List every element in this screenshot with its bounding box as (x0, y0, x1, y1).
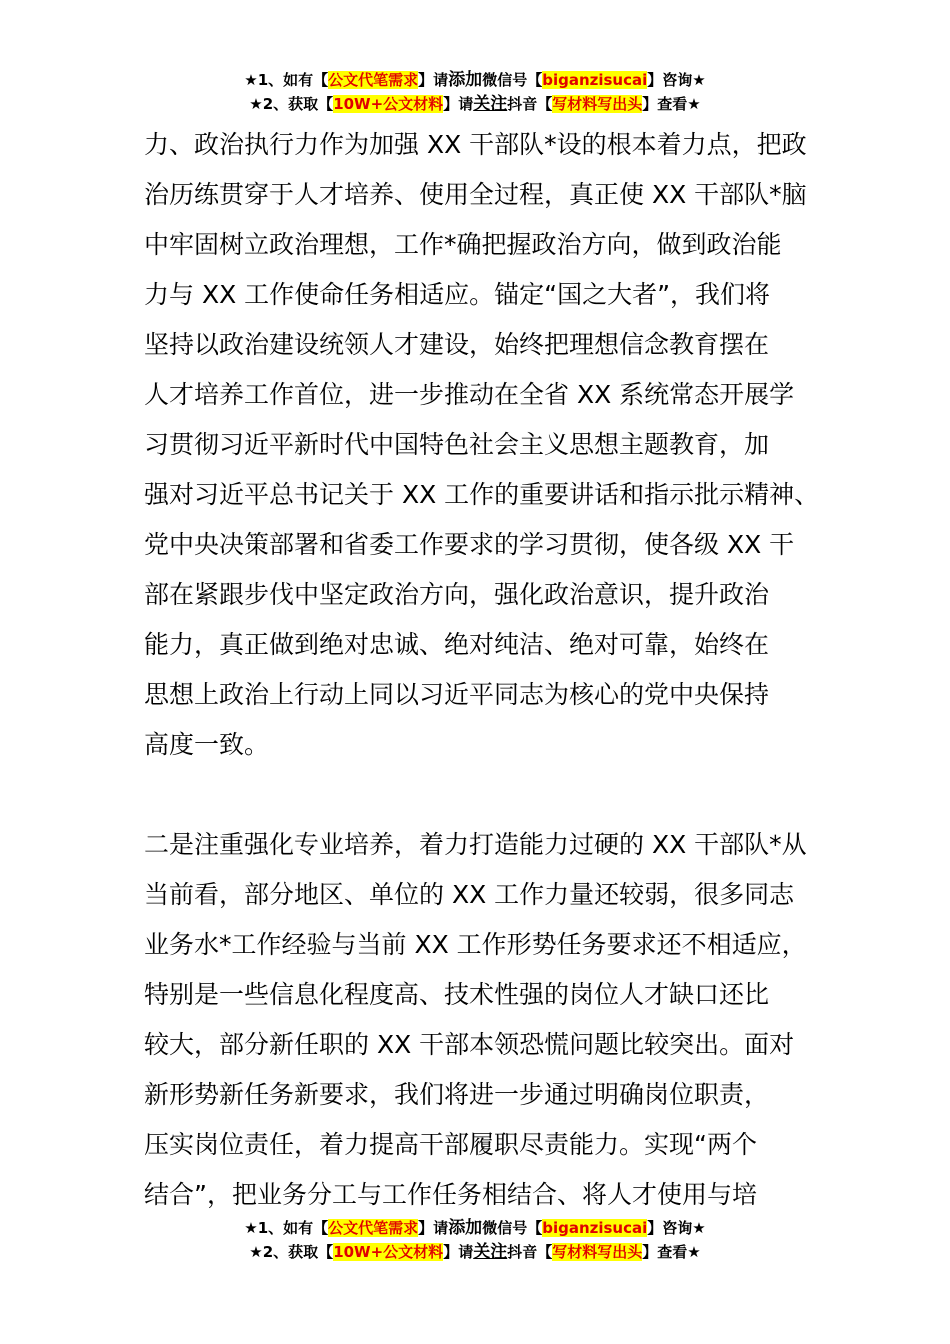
promo-text: 关注 (473, 94, 508, 114)
text-line: 特别是一些信息化程度高、技术性强的岗位人才缺口还比 (144, 980, 770, 1009)
promo-text: ★2、获取【 (249, 1243, 334, 1261)
promo-text: 】请 (443, 1243, 474, 1261)
text-line: 党中央决策部署和省委工作要求的学习贯彻，使各级 XX 干 (144, 530, 795, 559)
promo-text: 抖音【 (507, 1243, 553, 1261)
text-line: 新形势新任务新要求，我们将进一步通过明确岗位职责， (144, 1080, 770, 1109)
promo-text: ★1、如有【 (244, 1219, 329, 1237)
text-line: 二是注重强化专业培养，着力打造能力过硬的 XX 干部队*从 (144, 830, 807, 859)
text-line: 坚持以政治建设统领人才建设，始终把理想信念教育摆在 (144, 330, 770, 359)
promo-line-2 (0, 92, 950, 116)
promo-text: 微信号【 (482, 71, 543, 89)
text-line: 力、政治执行力作为加强 XX 干部队*设的根本着力点，把政 (144, 130, 807, 159)
paragraph-2 (144, 820, 824, 1220)
text-line: 思想上政治上行动上同以习近平同志为核心的党中央保持 (144, 680, 770, 709)
promo-line-1 (0, 68, 950, 92)
text-line: 业务水*工作经验与当前 XX 工作形势任务要求还不相适应， (144, 930, 807, 959)
promo-text: ★1、如有【 (244, 71, 329, 89)
paragraph-1 (144, 120, 824, 770)
promo-text: 微信号【 (482, 1219, 543, 1237)
promo-line-2 (0, 1240, 950, 1264)
promo-line-1 (0, 1216, 950, 1240)
text-line: 高度一致。 (144, 730, 270, 759)
promo-text: 】请 (443, 95, 474, 113)
text-line: 治历练贯穿于人才培养、使用全过程，真正使 XX 干部队*脑 (144, 180, 807, 209)
text-line: 习贯彻习近平新时代中国特色社会主义思想主题教育，加 (144, 430, 770, 459)
text-line: 力与 XX 工作使命任务相适应。锚定“国之大者”，我们将 (144, 280, 771, 309)
promo-text: ★2、获取【 (249, 95, 334, 113)
promo-text: 关注 (473, 1242, 508, 1262)
douyin-highlight: 写材料写出头 (552, 95, 643, 113)
wechat-id-highlight: biganzisucai (542, 71, 648, 89)
promo-text: 】请 (418, 1219, 449, 1237)
text-line: 部在紧跟步伐中坚定政治方向，强化政治意识，提升政治 (144, 580, 770, 609)
text-line: 较大，部分新任职的 XX 干部本领恐慌问题比较突出。面对 (144, 1030, 795, 1059)
text-line: 中牢固树立政治理想，工作*确把握政治方向，做到政治能 (144, 230, 782, 259)
header-promo-banner (0, 68, 950, 116)
douyin-highlight: 写材料写出头 (552, 1243, 643, 1261)
promo-text: 抖音【 (507, 95, 553, 113)
promo-text: 】查看★ (642, 95, 701, 113)
promo-text: 】咨询★ (647, 71, 706, 89)
document-body (144, 120, 824, 1220)
promo-text: 】查看★ (642, 1243, 701, 1261)
text-line: 强对习近平总书记关于 XX 工作的重要讲话和指示批示精神、 (144, 480, 820, 509)
promo-text: 添加 (448, 1218, 483, 1238)
wechat-id-highlight: biganzisucai (542, 1219, 648, 1237)
footer-promo-banner (0, 1216, 950, 1264)
text-line: 结合”，把业务分工与工作任务相结合、将人才使用与培 (144, 1180, 757, 1209)
promo-text: 】咨询★ (647, 1219, 706, 1237)
promo-highlight: 10W+公文材料 (333, 95, 444, 113)
promo-text: 添加 (448, 70, 483, 90)
promo-highlight: 公文代笔需求 (328, 1219, 419, 1237)
promo-highlight: 公文代笔需求 (328, 71, 419, 89)
text-line: 压实岗位责任，着力提高干部履职尽责能力。实现“两个 (144, 1130, 757, 1159)
promo-text: 】请 (418, 71, 449, 89)
text-line: 当前看，部分地区、单位的 XX 工作力量还较弱，很多同志 (144, 880, 795, 909)
promo-highlight: 10W+公文材料 (333, 1243, 444, 1261)
text-line: 能力，真正做到绝对忠诚、绝对纯洁、绝对可靠，始终在 (144, 630, 770, 659)
text-line: 人才培养工作首位，进一步推动在全省 XX 系统常态开展学 (144, 380, 795, 409)
paragraph-spacer (144, 770, 824, 820)
